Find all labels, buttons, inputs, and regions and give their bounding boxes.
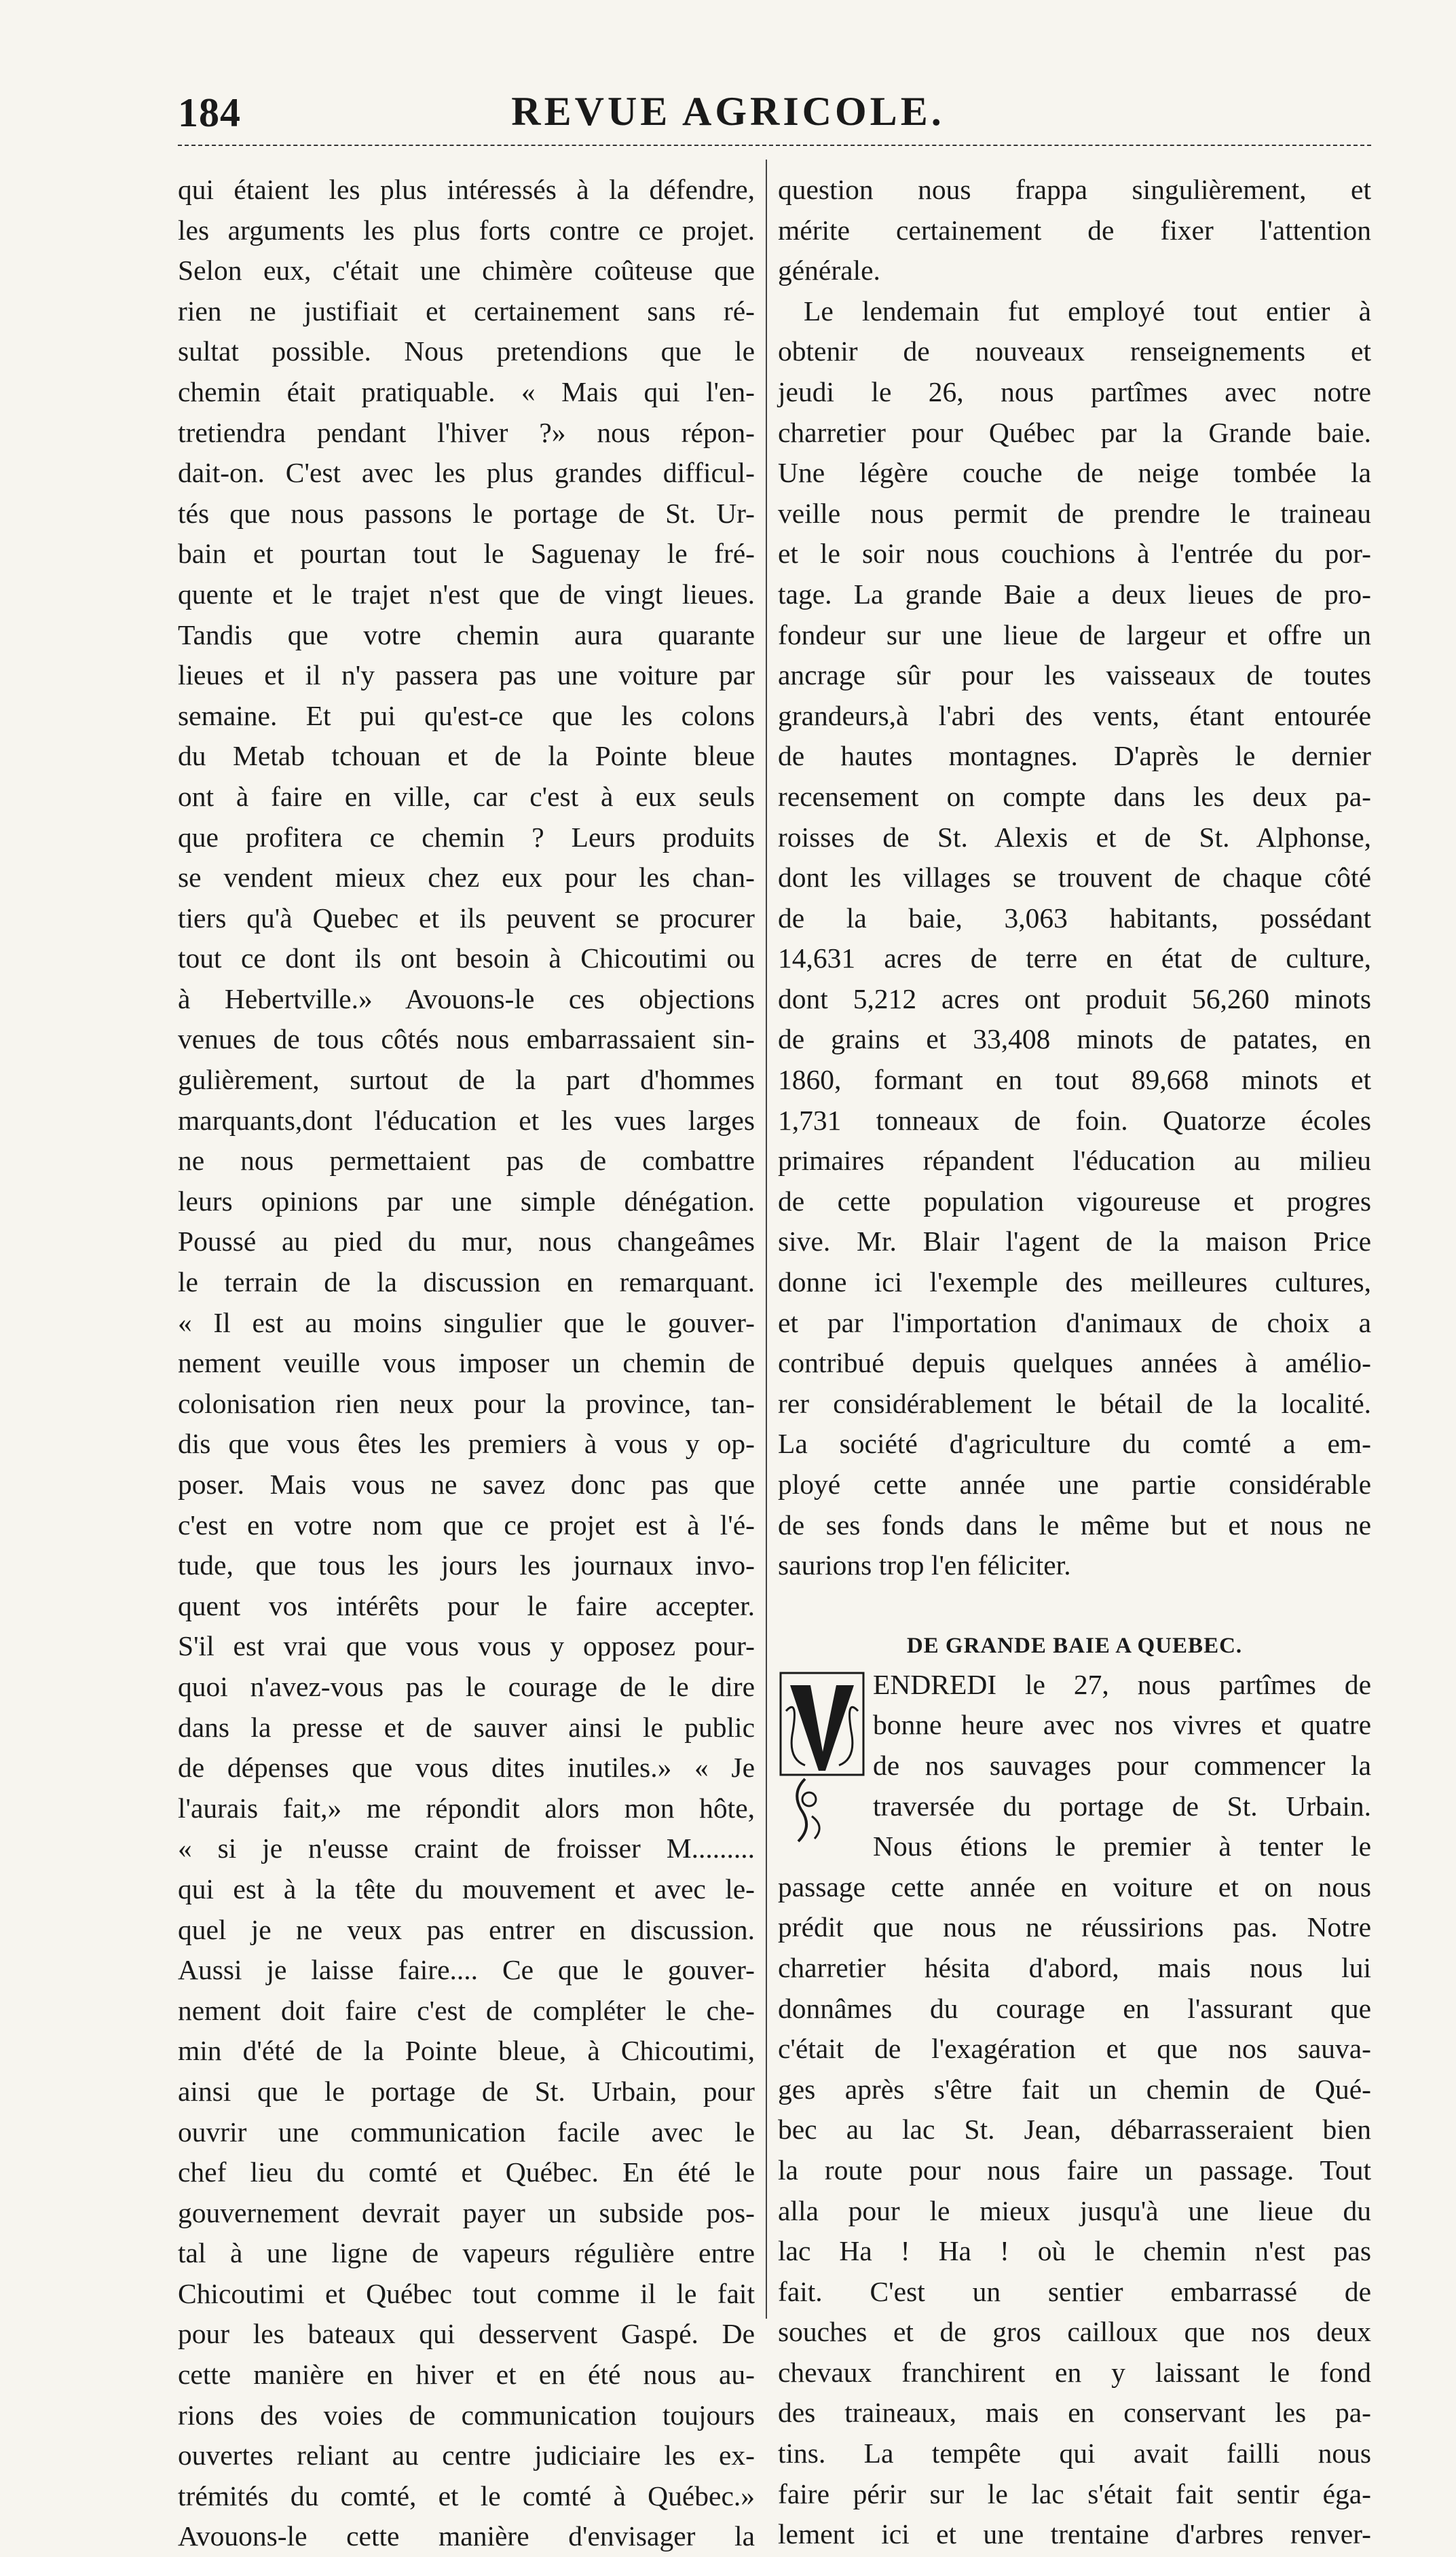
text-line: c'était de l'exagération et que nos sauva- (778, 2033, 1371, 2065)
text-line: 1,731 tonneaux de foin. Quatorze écoles (778, 1104, 1371, 1136)
text-line: rien ne justifiait et certainement sans ré- (178, 295, 755, 327)
dropcap-lines (778, 1665, 1371, 1867)
text-line: semaine. Et pui qu'est-ce que les colons (178, 699, 755, 731)
text-line: traversée du portage de St. Urbain. (873, 1790, 1371, 1822)
text-line: charretier hésita d'abord, mais nous lui (778, 1951, 1371, 1983)
text-line: ployé cette année une partie considérable (778, 1469, 1371, 1500)
text-line: donnâmes du courage en l'assurant que (778, 1992, 1371, 2024)
text-line: poser. Mais vous ne savez donc pas que (178, 1469, 755, 1500)
text-line: Selon eux, c'était une chimère coûteuse que (178, 255, 755, 287)
text-line: obtenir de nouveaux renseignements et (778, 335, 1371, 367)
text-line: Avouons-le cette manière d'envisager la (178, 2520, 755, 2552)
text-line: bec au lac St. Jean, débarrasseraient bien (778, 2114, 1371, 2146)
page-number: 184 (178, 90, 241, 135)
text-line: et le soir nous couchions à l'entrée du por- (778, 538, 1371, 570)
text-line: nement veuille vous imposer un chemin de (178, 1347, 755, 1379)
text-line: ont à faire en ville, car c'est à eux seuls (178, 780, 755, 812)
text-line: passage cette année en voiture et on nous (778, 1871, 1371, 1902)
text-line: ENDREDI le 27, nous partîmes de (873, 1668, 1371, 1700)
text-line: se vendent mieux chez eux pour les chan- (178, 862, 755, 894)
text-line: grandeurs,à l'abri des vents, étant entourée (778, 699, 1371, 731)
text-line: Le lendemain fut employé tout entier à (804, 295, 1371, 327)
text-line: tretiendra pendant l'hiver ?» nous répon- (178, 416, 755, 448)
text-line: cette manière en hiver et en été nous au- (178, 2359, 755, 2391)
right-column (778, 170, 1371, 2550)
text-line: venues de tous côtés nous embarrassaient sin- (178, 1023, 755, 1055)
left-column (178, 170, 755, 2552)
text-line: tal à une ligne de vapeurs régulière entre (178, 2237, 755, 2269)
text-line: et par l'importation d'animaux de choix a (778, 1306, 1371, 1338)
text-line: à Hebertville.» Avouons-le ces objections (178, 982, 755, 1014)
text-line: tude, que tous les jours les journaux invo- (178, 1549, 755, 1581)
text-line: rions des voies de communication toujours (178, 2399, 755, 2431)
text-line: fondeur sur une lieue de largeur et offre un (778, 619, 1371, 650)
text-line: veille nous permit de prendre le traineau (778, 497, 1371, 529)
text-line: quel je ne veux pas entrer en discussion. (178, 1913, 755, 1945)
text-line: lac Ha ! Ha ! où le chemin n'est pas (778, 2235, 1371, 2267)
text-line: dont 5,212 acres ont produit 56,260 minots (778, 982, 1371, 1014)
text-line: chef lieu du comté et Québec. En été le (178, 2156, 755, 2188)
text-line: qui est à la tête du mouvement et avec le- (178, 1873, 755, 1905)
text-line: S'il est vrai que vous vous y opposez pour- (178, 1630, 755, 1662)
text-line: question nous frappa singulièrement, et (778, 174, 1371, 205)
text-line: Une légère couche de neige tombée la (778, 457, 1371, 489)
text-line: dans la presse et de sauver ainsi le public (178, 1711, 755, 1743)
text-line: qui étaient les plus intéressés à la défendre, (178, 174, 755, 205)
text-line: Poussé au pied du mur, nous changeâmes (178, 1226, 755, 1257)
text-line: ges après s'être fait un chemin de Qué- (778, 2073, 1371, 2105)
text-line: c'est en votre nom que ce projet est à l'é- (178, 1509, 755, 1541)
text-line: jeudi le 26, nous partîmes avec notre (778, 375, 1371, 407)
text-line: Aussi je laisse faire.... Ce que le gouver- (178, 1954, 755, 1986)
text-line: lement ici et une trentaine d'arbres renver- (778, 2518, 1371, 2550)
text-line: Chicoutimi et Québec tout comme il le fait (178, 2277, 755, 2309)
text-line: l'aurais fait,» me répondit alors mon hôte, (178, 1792, 755, 1824)
dropcap-paragraph (778, 1665, 1371, 1867)
text-line: chemin était pratiquable. « Mais qui l'en- (178, 375, 755, 407)
text-line: quent vos intérêts pour le faire accepter. (178, 1589, 755, 1621)
text-line: sultat possible. Nous pretendions que le (178, 335, 755, 367)
text-line: le terrain de la discussion en remarquant. (178, 1266, 755, 1298)
text-line: donne ici l'exemple des meilleures cultures, (778, 1266, 1371, 1298)
text-line: contribué depuis quelques années à amélio- (778, 1347, 1371, 1379)
text-line: les arguments les plus forts contre ce projet. (178, 214, 755, 246)
text-line: ne nous permettaient pas de combattre (178, 1145, 755, 1177)
text-line: lieues et il n'y passera pas une voiture par (178, 659, 755, 691)
text-line: charretier pour Québec par la Grande baie. (778, 416, 1371, 448)
text-line: Tandis que votre chemin aura quarante (178, 619, 755, 650)
text-line: du Metab tchouan et de la Pointe bleue (178, 740, 755, 772)
text-line: 1860, formant en tout 89,668 minots et (778, 1064, 1371, 1096)
text-line: pour les bateaux qui desservent Gaspé. De (178, 2318, 755, 2350)
text-line: leurs opinions par une simple dénégation. (178, 1185, 755, 1217)
text-line: de dépenses que vous dites inutiles.» « Je (178, 1752, 755, 1784)
text-line: rer considérablement le bétail de la localité. (778, 1387, 1371, 1419)
text-line: de cette population vigoureuse et progres (778, 1185, 1371, 1217)
text-line: Nous étions le premier à tenter le (873, 1831, 1371, 1862)
text-line: la route pour nous faire un passage. Tout (778, 2154, 1371, 2186)
journal-title: REVUE AGRICOLE. (511, 89, 945, 134)
text-line: tiers qu'à Quebec et ils peuvent se procurer (178, 902, 755, 934)
text-line: dont les villages se trouvent de chaque côté (778, 862, 1371, 894)
column-divider (766, 160, 767, 2319)
text-line: tés que nous passons le portage de St. Ur- (178, 497, 755, 529)
text-line: bain et pourtan tout le Saguenay le fré- (178, 538, 755, 570)
text-line: ainsi que le portage de St. Urbain, pour (178, 2075, 755, 2107)
text-line: tins. La tempête qui avait failli nous (778, 2438, 1371, 2469)
right-column-text (778, 170, 1371, 1586)
text-line: ancrage sûr pour les vaisseaux de toutes (778, 659, 1371, 691)
text-line: La société d'agriculture du comté a em- (778, 1428, 1371, 1460)
section-heading: DE GRANDE BAIE A QUEBEC. (906, 1633, 1243, 1658)
text-line: tage. La grande Baie a deux lieues de pro- (778, 578, 1371, 610)
text-line: « si je n'eusse craint de froisser M......... (178, 1833, 755, 1864)
text-line: sive. Mr. Blair l'agent de la maison Price (778, 1226, 1371, 1257)
text-line: tout ce dont ils ont besoin à Chicoutimi ou (178, 942, 755, 974)
text-line: prédit que nous ne réussirions pas. Notre (778, 1911, 1371, 1943)
dropcap-v-ornament-icon (778, 1670, 866, 1845)
dropcap-ornamental-letter (778, 1670, 866, 1845)
text-line: de la baie, 3,063 habitants, possédant (778, 902, 1371, 934)
text-line: ouvrir une communication facile avec le (178, 2116, 755, 2148)
text-line: colonisation rien neux pour la province, tan- (178, 1387, 755, 1419)
text-line: recensement on compte dans les deux pa- (778, 780, 1371, 812)
text-line: mérite certainement de fixer l'attention (778, 214, 1371, 246)
text-line: de ses fonds dans le même but et nous ne (778, 1509, 1371, 1541)
right-column-continuation (778, 1867, 1371, 2555)
text-line: dis que vous êtes les premiers à vous y op- (178, 1428, 755, 1460)
text-line: bonne heure avec nos vivres et quatre (873, 1709, 1371, 1741)
text-line: nement doit faire c'est de compléter le che- (178, 1994, 755, 2026)
text-line: min d'été de la Pointe bleue, à Chicoutimi, (178, 2035, 755, 2067)
header-rule (178, 145, 1371, 146)
text-line: saurions trop l'en féliciter. (778, 1549, 1071, 1581)
text-line: gouvernement devrait payer un subside pos- (178, 2196, 755, 2228)
text-line: alla pour le mieux jusqu'à une lieue du (778, 2194, 1371, 2226)
text-line: fait. C'est un sentier embarrassé de (778, 2275, 1371, 2307)
text-line: souches et de gros cailloux que nos deux (778, 2316, 1371, 2348)
text-line: faire périr sur le lac s'était fait sentir éga- (778, 2478, 1371, 2509)
text-line: chevaux franchirent en y laissant le fond (778, 2356, 1371, 2388)
text-line: 14,631 acres de terre en état de culture, (778, 942, 1371, 974)
text-line: marquants,dont l'éducation et les vues larges (178, 1104, 755, 1136)
text-line: quoi n'avez-vous pas le courage de le dire (178, 1670, 755, 1702)
text-line: ouvertes reliant au centre judiciaire les ex- (178, 2440, 755, 2471)
text-line: de grains et 33,408 minots de patates, en (778, 1023, 1371, 1055)
text-line: roisses de St. Alexis et de St. Alphonse, (778, 821, 1371, 853)
text-line: primaires répandent l'éducation au milieu (778, 1145, 1371, 1177)
text-line: trémités du comté, et le comté à Québec.» (178, 2480, 755, 2512)
text-line: de hautes montagnes. D'après le dernier (778, 740, 1371, 772)
text-line: de nos sauvages pour commencer la (873, 1749, 1371, 1781)
text-line: des traineaux, mais en conservant les pa- (778, 2397, 1371, 2429)
text-line: que profitera ce chemin ? Leurs produits (178, 821, 755, 853)
text-line: « Il est au moins singulier que le gouver- (178, 1306, 755, 1338)
text-line: quente et le trajet n'est que de vingt lieues. (178, 578, 755, 610)
text-line: dait-on. C'est avec les plus grandes difficul- (178, 457, 755, 489)
text-line: générale. (778, 255, 880, 287)
text-line: gulièrement, surtout de la part d'hommes (178, 1064, 755, 1096)
